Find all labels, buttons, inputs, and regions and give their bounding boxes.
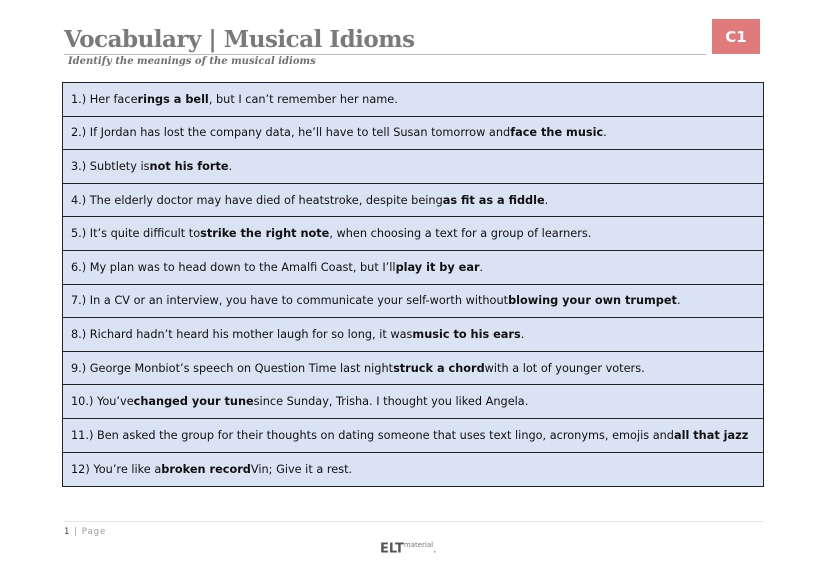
row-text: .: [676, 294, 681, 308]
row-text: 9.) George Monbiot’s speech on Question Time last night: [71, 361, 394, 375]
page-title: Vocabulary | Musical Idioms: [64, 26, 415, 53]
table-row: [63, 318, 763, 352]
row-text: 11.) Ben asked the group for their thoughts on dating someone that uses text lingo, acronyms, emojis and: [71, 428, 674, 442]
page-label: Page: [81, 527, 107, 537]
title-divider: [64, 54, 706, 55]
idiom: blowing your own trumpet: [508, 294, 677, 308]
page-number: [64, 527, 106, 537]
idiom: changed your tune: [133, 395, 254, 409]
idiom: broken record: [161, 462, 251, 476]
row-text: 10.) You’ve: [71, 395, 134, 409]
table-row: [63, 150, 763, 184]
footer-divider: [64, 521, 764, 522]
row-text: 2.) If Jordan has lost the company data, he’ll have to tell Susan tomorrow and: [71, 126, 511, 140]
table-row: [63, 251, 763, 285]
brand-mark: .: [433, 545, 437, 555]
table-row: [63, 217, 763, 251]
row-text: 1.) Her face: [71, 92, 138, 106]
table-row: [63, 184, 763, 218]
row-text: .: [520, 327, 525, 341]
table-row: [63, 453, 763, 487]
idiom: strike the right note: [200, 227, 330, 241]
row-text: with a lot of younger voters.: [484, 361, 645, 375]
idiom: play it by ear: [395, 260, 480, 274]
row-text: .: [228, 159, 233, 173]
row-text: 7.) In a CV or an interview, you have to communicate your self-worth without: [71, 294, 509, 308]
brand-main: ELT: [380, 541, 404, 557]
page-number-value: 1: [64, 527, 71, 537]
level-badge: C1: [712, 19, 760, 54]
table-row: [63, 117, 763, 151]
idioms-table: [62, 82, 764, 487]
row-text: 4.) The elderly doctor may have died of heatstroke, despite being: [71, 193, 443, 207]
row-text: Vin; Give it a rest.: [250, 462, 353, 476]
page-subtitle: Identify the meanings of the musical idioms: [68, 56, 316, 67]
table-row: [63, 83, 763, 117]
page-separator: |: [70, 527, 82, 537]
row-text: 12) You’re like a: [71, 462, 162, 476]
brand-sub: material: [403, 541, 434, 549]
idiom: struck a chord: [393, 361, 485, 375]
idiom: face the music: [510, 126, 604, 140]
row-text: 6.) My plan was to head down to the Amalfi Coast, but I’ll: [71, 260, 396, 274]
row-text: , when choosing a text for a group of learners.: [329, 227, 592, 241]
row-text: .: [544, 193, 549, 207]
idiom: not his forte: [149, 159, 229, 173]
row-text: 5.) It’s quite difficult to: [71, 227, 201, 241]
row-text: since Sunday, Trisha. I thought you liked Angela.: [253, 395, 529, 409]
idiom: music to his ears: [412, 327, 521, 341]
row-text: 3.) Subtlety is: [71, 159, 150, 173]
idiom: rings a bell: [137, 92, 209, 106]
table-row: [63, 419, 763, 453]
idiom: all that jazz: [673, 428, 749, 442]
brand-logo: [380, 541, 436, 556]
row-text: 8.) Richard hadn’t heard his mother laugh for so long, it was: [71, 327, 413, 341]
table-row: [63, 352, 763, 386]
idiom: as fit as a fiddle: [442, 193, 545, 207]
table-row: [63, 385, 763, 419]
row-text: .: [603, 126, 607, 140]
row-text: .: [479, 260, 484, 274]
table-row: [63, 285, 763, 319]
row-text: , but I can’t remember her name.: [208, 92, 398, 106]
